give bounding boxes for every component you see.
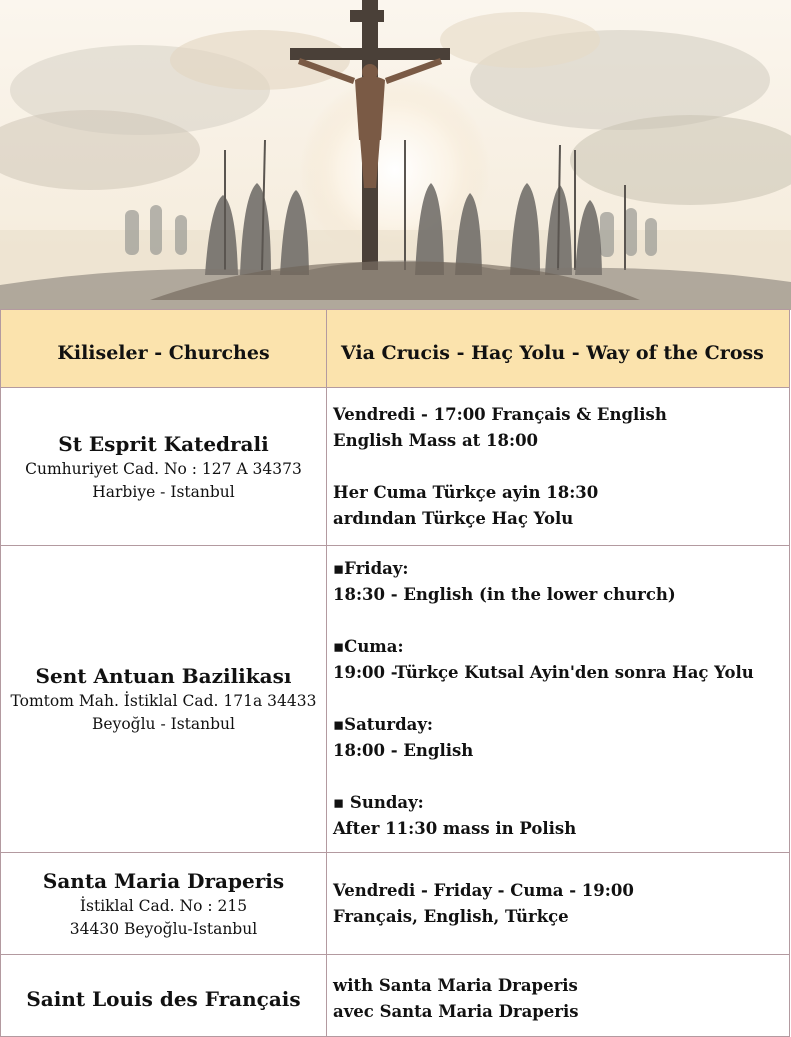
schedule-line: Vendredi - 17:00 Français & English: [333, 404, 667, 424]
schedule-line: English Mass at 18:00: [333, 430, 539, 450]
church-address-line: Harbiye - Istanbul: [92, 482, 235, 501]
schedule-line: 18:00 - English: [333, 741, 474, 760]
crucifixion-illustration: [0, 0, 791, 310]
schedule-line: ▪ Sunday:: [333, 793, 424, 812]
church-address-line: Tomtom Mah. İstiklal Cad. 171a 34433: [10, 692, 317, 710]
church-address-line: İstiklal Cad. No : 215: [79, 896, 248, 915]
church-name: Saint Louis des Français: [26, 986, 301, 1011]
schedule-line: 19:00 -Türkçe Kutsal Ayin'den sonra Haç Yolu: [333, 663, 754, 682]
schedule-cell: [327, 388, 790, 546]
church-name: St Esprit Katedrali: [58, 431, 269, 456]
church-address-line: Cumhuriyet Cad. No : 127 A 34373: [25, 459, 302, 478]
schedule-line: After 11:30 mass in Polish: [333, 819, 577, 838]
church-cell: [1, 546, 327, 853]
church-cell: [1, 853, 327, 955]
table-header-row: [1, 310, 790, 388]
church-cell: [1, 955, 327, 1037]
table-row: [1, 853, 790, 955]
schedule-table: [0, 309, 790, 1037]
schedule-cell: [327, 853, 790, 955]
schedule-line: 18:30 - English (in the lower church): [333, 585, 676, 604]
schedule-line: with Santa Maria Draperis: [333, 975, 578, 995]
schedule-line: avec Santa Maria Draperis: [333, 1001, 579, 1021]
crucifixion-banner-image: [0, 0, 791, 310]
table-row: [1, 955, 790, 1037]
schedule-line: Français, English, Türkçe: [333, 906, 569, 926]
header-way-of-cross: Via Crucis - Haç Yolu - Way of the Cross: [327, 310, 790, 388]
church-address-line: 34430 Beyoğlu-Istanbul: [69, 919, 258, 938]
table-row: [1, 388, 790, 546]
schedule-cell: [327, 546, 790, 853]
schedule-line: ▪Friday:: [333, 559, 409, 578]
schedule-cell: [327, 955, 790, 1037]
schedule-line: ▪Saturday:: [333, 715, 434, 734]
table-row: [1, 546, 790, 853]
header-churches: Kiliseler - Churches: [1, 310, 327, 388]
schedule-line: Vendredi - Friday - Cuma - 19:00: [333, 880, 634, 900]
church-name: Sent Antuan Bazilikası: [35, 664, 292, 688]
schedule-line: Her Cuma Türkçe ayin 18:30: [333, 482, 599, 502]
schedule-line: ardından Türkçe Haç Yolu: [333, 508, 574, 528]
church-cell: [1, 388, 327, 546]
church-address-line: Beyoğlu - Istanbul: [92, 715, 235, 733]
church-name: Santa Maria Draperis: [42, 868, 285, 893]
schedule-line: ▪Cuma:: [333, 637, 404, 656]
